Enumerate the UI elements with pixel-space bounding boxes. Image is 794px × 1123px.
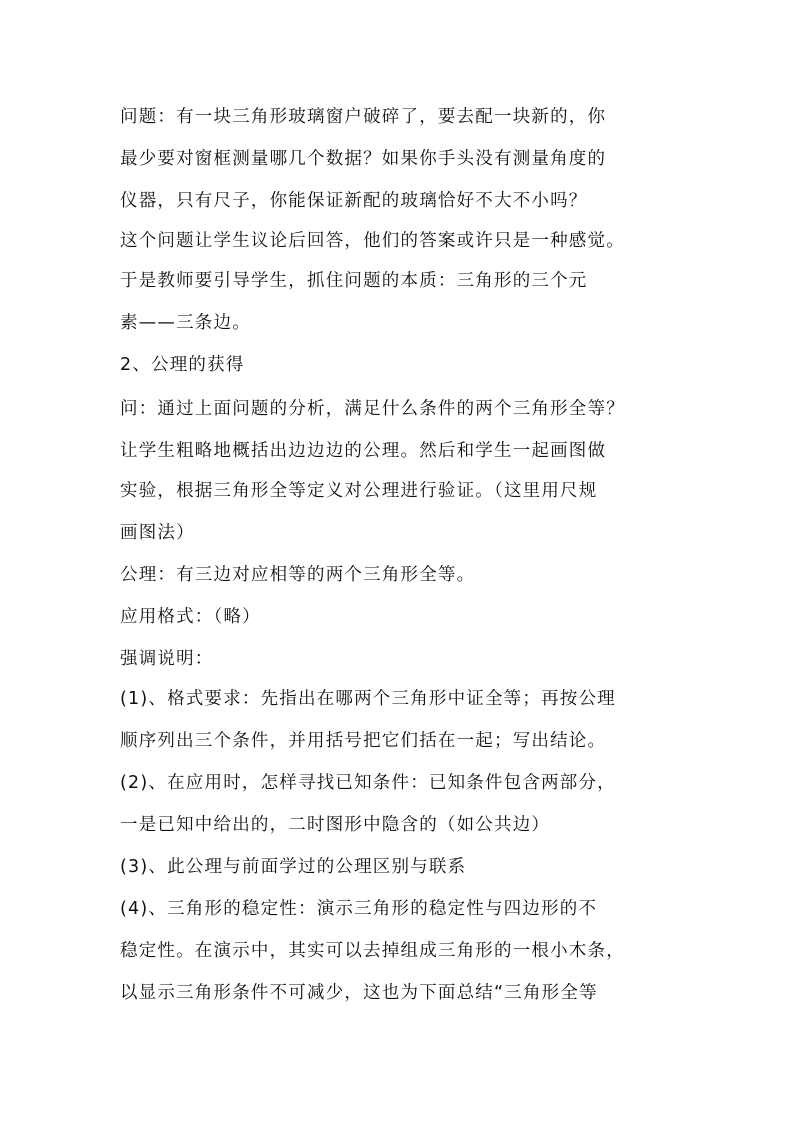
list-item: (2)、在应用时，怎样寻找已知条件：已知条件包含两部分， <box>120 773 616 793</box>
list-item: (3)、此公理与前面学过的公理区别与联系 <box>120 857 467 877</box>
text-line: 一是已知中给出的，二时图形中隐含的（如公共边） <box>120 815 551 835</box>
text-line: 强调说明： <box>120 649 214 669</box>
list-item: (4)、三角形的稳定性：演示三角形的稳定性与四边形的不 <box>120 899 598 919</box>
text-line: 仪器，只有尺子，你能保证新配的玻璃恰好不大不小吗？ <box>120 191 588 211</box>
text-line: 公理：有三边对应相等的两个三角形全等。 <box>120 565 476 585</box>
list-item: (1)、格式要求：先指出在哪两个三角形中证全等；再按公理 <box>120 689 616 709</box>
text-line: 让学生粗略地概括出边边边的公理。然后和学生一起画图做 <box>120 441 607 461</box>
text-line: 应用格式：（略） <box>120 607 261 627</box>
text-line: 素——三条边。 <box>120 313 251 333</box>
text-line: 实验，根据三角形全等定义对公理进行验证。（这里用尺规 <box>120 481 598 501</box>
text-line: 问题：有一块三角形玻璃窗户破碎了，要去配一块新的，你 <box>120 107 607 127</box>
text-line: 问：通过上面问题的分析，满足什么条件的两个三角形全等？ <box>120 399 625 419</box>
text-line: 这个问题让学生议论后回答，他们的答案或许只是一种感觉。 <box>120 231 625 251</box>
section-heading: 2、公理的获得 <box>120 355 245 375</box>
text-line: 最少要对窗框测量哪几个数据？如果你手头没有测量角度的 <box>120 149 607 169</box>
text-line: 以显示三角形条件不可减少，这也为下面总结“三角形全等 <box>120 983 598 1003</box>
text-line: 稳定性。在演示中，其实可以去掉组成三角形的一根小木条， <box>120 941 625 961</box>
text-line: 顺序列出三个条件，并用括号把它们括在一起；写出结论。 <box>120 731 607 751</box>
text-line: 于是教师要引导学生，抓住问题的本质：三角形的三个元 <box>120 271 588 291</box>
text-line: 画图法） <box>120 523 195 543</box>
